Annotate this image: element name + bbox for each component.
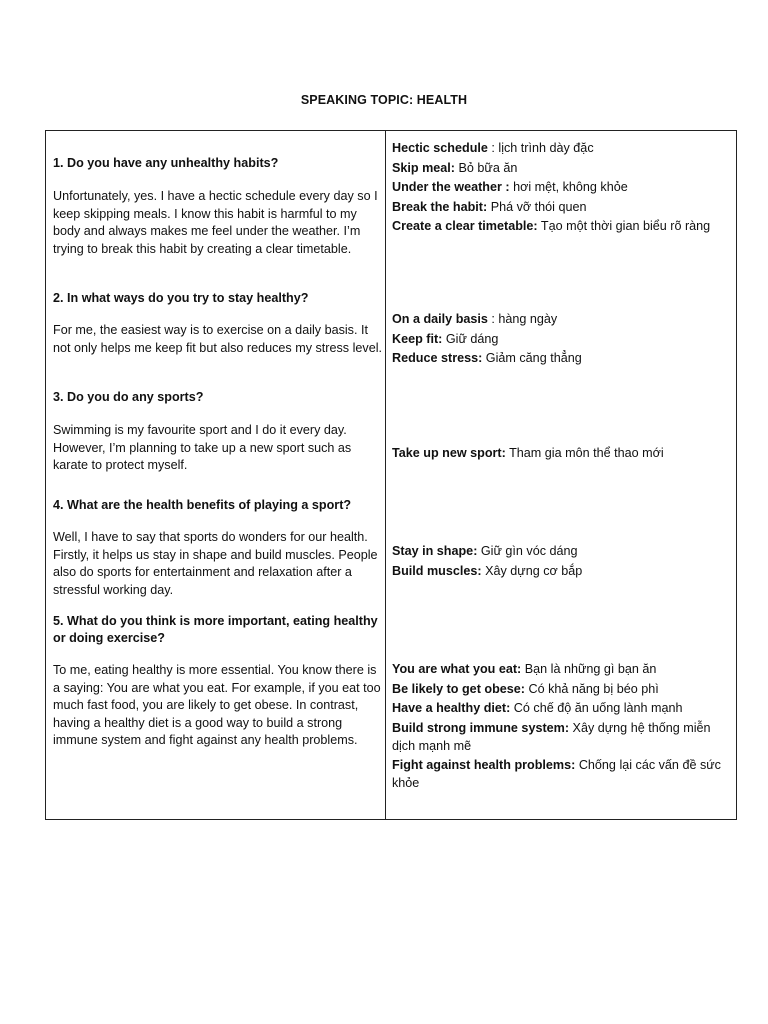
answer-3: Swimming is my favourite sport and I do it every day. However, I’m planning to take up a new sport such as karate to protect myself. <box>53 423 352 473</box>
vocab-meaning: Xây dựng cơ bắp <box>485 563 583 578</box>
vocab-separator: : <box>487 312 499 326</box>
vocab-term: Hectic schedule <box>392 141 488 155</box>
vocab-item <box>392 139 734 157</box>
vocab-item <box>392 719 734 755</box>
vocab-item <box>392 660 734 678</box>
vocab-group-5 <box>392 660 734 794</box>
vocab-term: Take up new sport: <box>392 446 506 460</box>
vocab-item <box>392 310 734 328</box>
vocab-item <box>392 444 734 462</box>
vocab-term: Have a healthy diet: <box>392 701 511 715</box>
vocab-term: Break the habit: <box>392 199 488 214</box>
vocab-meaning: hàng ngày <box>498 312 558 326</box>
vocab-item <box>392 562 734 580</box>
vocab-item <box>392 349 734 367</box>
vocab-item <box>392 159 734 177</box>
vocab-term: Keep fit: <box>392 331 443 346</box>
vocab-term: Skip meal: <box>392 160 455 175</box>
vocab-term: On a daily basis <box>392 312 488 326</box>
vocab-separator: : <box>487 141 499 155</box>
vocab-term: Build strong immune system: <box>392 720 570 735</box>
answer-5: To me, eating healthy is more essential. You know there is a saying: You are what you eat. For example, if you eat too much fast food, you are likely to get obese. In contrast, having a healthy diet is a good way to build a strong immune system and fight against any health problems. <box>53 663 381 748</box>
vocab-item <box>392 178 734 196</box>
vocab-meaning: Có khả năng bị béo phì <box>528 681 659 696</box>
question-3: 3. Do you do any sports? <box>53 390 204 404</box>
vocab-meaning: Giữ dáng <box>445 331 499 346</box>
vocab-meaning: Giảm căng thẳng <box>485 351 582 365</box>
vocab-term: Build muscles: <box>392 563 482 578</box>
vocab-group-1 <box>392 139 734 237</box>
vocab-meaning: Chống lại các vấn đề sức khỏe <box>392 758 721 790</box>
page-title: SPEAKING TOPIC: HEALTH <box>300 93 468 107</box>
vocab-item <box>392 680 734 698</box>
vocab-item <box>392 542 734 560</box>
answer-1: Unfortunately, yes. I have a hectic schedule every day so I keep skipping meals. I know this habit is harmful to my body and always makes me feel under the weather. I’m trying to break this habit by creating a clear timetable. <box>53 189 378 256</box>
vocab-term: Stay in shape: <box>392 544 478 558</box>
answer-4: Well, I have to say that sports do wonders for our health. Firstly, it helps us stay in shape and build muscles. People also do sports for entertainment and relaxation after a stressful working day. <box>53 530 378 597</box>
vocab-meaning: Xây dựng hệ thống miễn dịch mạnh mẽ <box>392 720 711 753</box>
vocab-term: Be likely to get obese: <box>392 681 525 696</box>
vocab-item <box>392 756 734 792</box>
vocab-item <box>392 699 734 717</box>
vocab-meaning: Tham gia môn thể thao mới <box>509 446 664 460</box>
question-1: 1. Do you have any unhealthy habits? <box>53 156 279 170</box>
vocab-group-2 <box>392 310 734 369</box>
vocab-meaning: lịch trình dày đặc <box>498 141 594 155</box>
question-2: 2. In what ways do you try to stay healthy? <box>53 291 309 305</box>
vocab-meaning: Tạo một thời gian biểu rõ ràng <box>540 219 711 233</box>
vocab-meaning: Có chế độ ăn uống lành mạnh <box>513 701 683 715</box>
vocab-meaning: Phá vỡ thói quen <box>490 199 587 214</box>
vocab-term: Under the weather : <box>392 180 510 194</box>
vocab-term: Reduce stress: <box>392 351 483 365</box>
vocab-item <box>392 217 734 235</box>
vocab-term: Fight against health problems: <box>392 758 576 772</box>
vocab-meaning: Bỏ bữa ăn <box>458 160 518 175</box>
vocab-term: You are what you eat: <box>392 662 522 676</box>
vocab-meaning: Giữ gìn vóc dáng <box>480 544 578 558</box>
vocab-item <box>392 198 734 216</box>
vocab-group-3 <box>392 444 734 464</box>
column-divider <box>385 131 386 819</box>
vocab-meaning: hơi mệt, không khỏe <box>513 180 628 194</box>
qa-table <box>45 130 737 820</box>
vocab-item <box>392 330 734 348</box>
vocab-group-4 <box>392 542 734 581</box>
question-4: 4. What are the health benefits of playing a sport? <box>53 498 352 512</box>
question-5: 5. What do you think is more important, eating healthy or doing exercise? <box>53 614 378 645</box>
vocab-meaning: Bạn là những gì bạn ăn <box>524 662 657 676</box>
vocab-term: Create a clear timetable: <box>392 219 538 233</box>
answer-2: For me, the easiest way is to exercise on a daily basis. It not only helps me keep fit but also reduces my stress level. <box>53 323 382 355</box>
